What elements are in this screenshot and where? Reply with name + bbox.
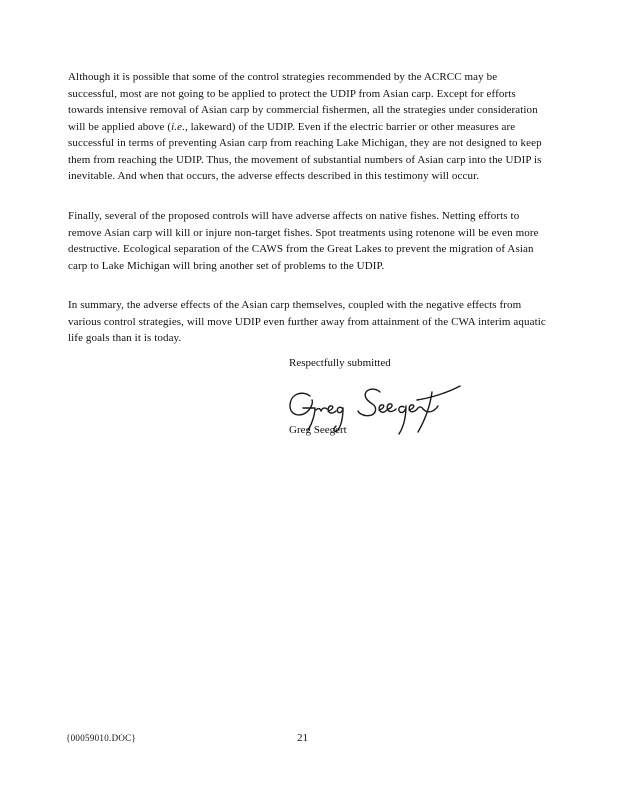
paragraph-1-part-1: Although it is possible that some of the control strategies recommended by the ACRCC may be successful, most are not going to be applied to protect the UDIP from Asian carp. Except for efforts towards intensive removal of Asian carp by commercial fishermen, all the strategies under consideration will be applied above ( (68, 71, 538, 133)
paragraph-1-italic: i.e. (171, 120, 185, 133)
page-number: 21 (297, 732, 308, 744)
signer-name: Greg Seegert (289, 424, 347, 436)
paragraph-native-fishes: Finally, several of the proposed controls will have adverse affects on native fishes. Netting efforts to remove Asian carp will kill or injure non-target fishes. Spot treatments using rotenone will be even more destructive. Ecological separation of the CAWS from the Great Lakes to prevent the migration of Asian carp to Lake Michigan will bring another set of problems to the UDIP. (68, 210, 539, 272)
closing-salutation: Respectfully submitted (289, 357, 391, 369)
paragraph-summary: In summary, the adverse effects of the Asian carp themselves, coupled with the negative effects from various control strategies, will move UDIP even further away from attainment of the CWA interim aquatic life goals than it is today. (68, 299, 546, 344)
paragraph-1-part-2: , lakeward) of the UDIP. Even if the electric barrier or other measures are successful in terms of preventing Asian carp from reaching Lake Michigan, they are not designed to keep them from reaching the UDIP. Thus, the movement of substantial numbers of Asian carp into the UDIP is inevitable. And when that occurs, the adverse effects described in this testimony will occur. (68, 120, 542, 182)
paragraph-control-strategies (68, 69, 548, 185)
document-id: {00059010.DOC} (66, 733, 137, 743)
